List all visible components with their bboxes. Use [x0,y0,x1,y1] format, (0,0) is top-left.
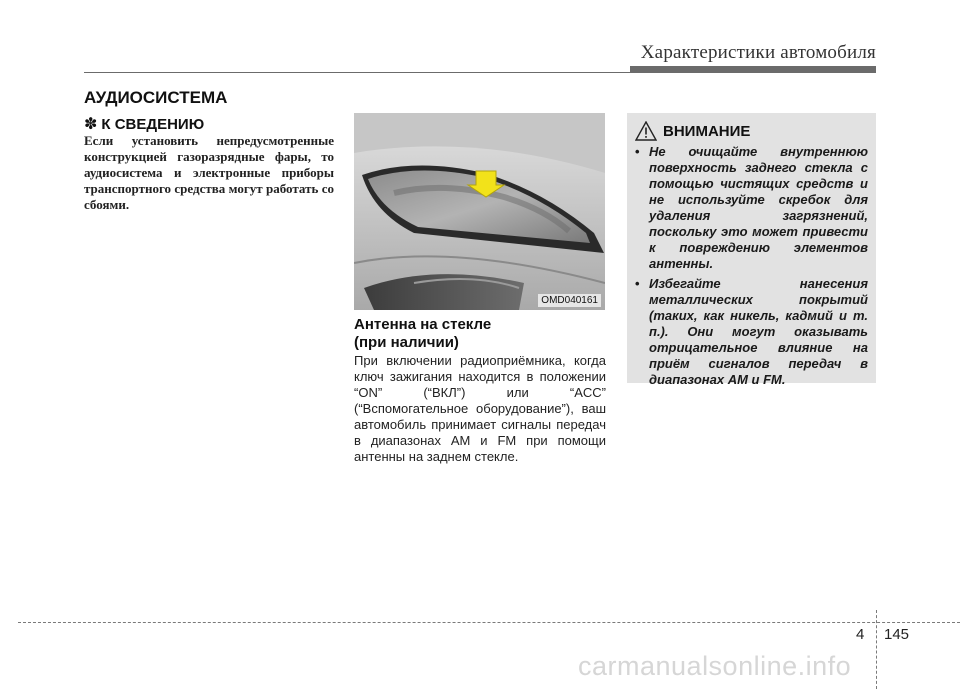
footer-rule [18,622,960,623]
header-rule [84,72,876,73]
warning-title: ВНИМАНИЕ [663,122,751,140]
header-title: Характеристики автомобиля [640,42,876,63]
rear-window-figure [354,113,605,310]
antenna-title-line2: (при наличии) [354,334,459,351]
warning-triangle-icon [635,121,657,141]
footer-divider [876,610,877,689]
watermark: carmanualsonline.info [578,651,852,681]
chapter-number: 4 [856,626,865,643]
warning-heading [635,121,750,141]
antenna-heading [354,316,606,352]
intro-title: К СВЕДЕНИЮ [101,116,205,133]
warning-list [627,144,876,392]
antenna-title-line1: Антенна на стекле [354,316,492,333]
car-rear-illustration [354,113,605,310]
asterisk-icon: ✽ [84,116,98,133]
intro-heading [84,114,204,134]
antenna-text: При включении радиоприёмника, когда ключ зажигания находится в положении “ON” (“ВКЛ”) или “ACC” (“Вспомогательное оборудование”), ваш автомобиль принимает сигналы передач в диапазонах AM и FM при помощи антенны на заднем стекле. [354,353,606,464]
intro-text: Если установить непредусмотренные конструкцией газоразрядные фары, то аудиосистема и электронные приборы транспортного средства могут работать со сбоями. [84,133,334,212]
section-title: АУДИОСИСТЕМА [84,88,228,107]
warning-item: • Избегайте нанесения металлических покрытий (таких, как никель, кадмий и т. п.). Они могут оказывать отрицательное влияние на приём сигналов передач в диапазонах AM и FM. [627,276,876,388]
figure-label: OMD040161 [538,294,601,307]
page-number: 145 [884,626,910,643]
warning-box [627,113,876,387]
warning-item: • Не очищайте внутреннюю поверхность заднего стекла с помощью чистящих средств и не используйте скребок для удаления загрязнений, поскольку это может привести к повреждению элементов антенны. [627,144,876,272]
